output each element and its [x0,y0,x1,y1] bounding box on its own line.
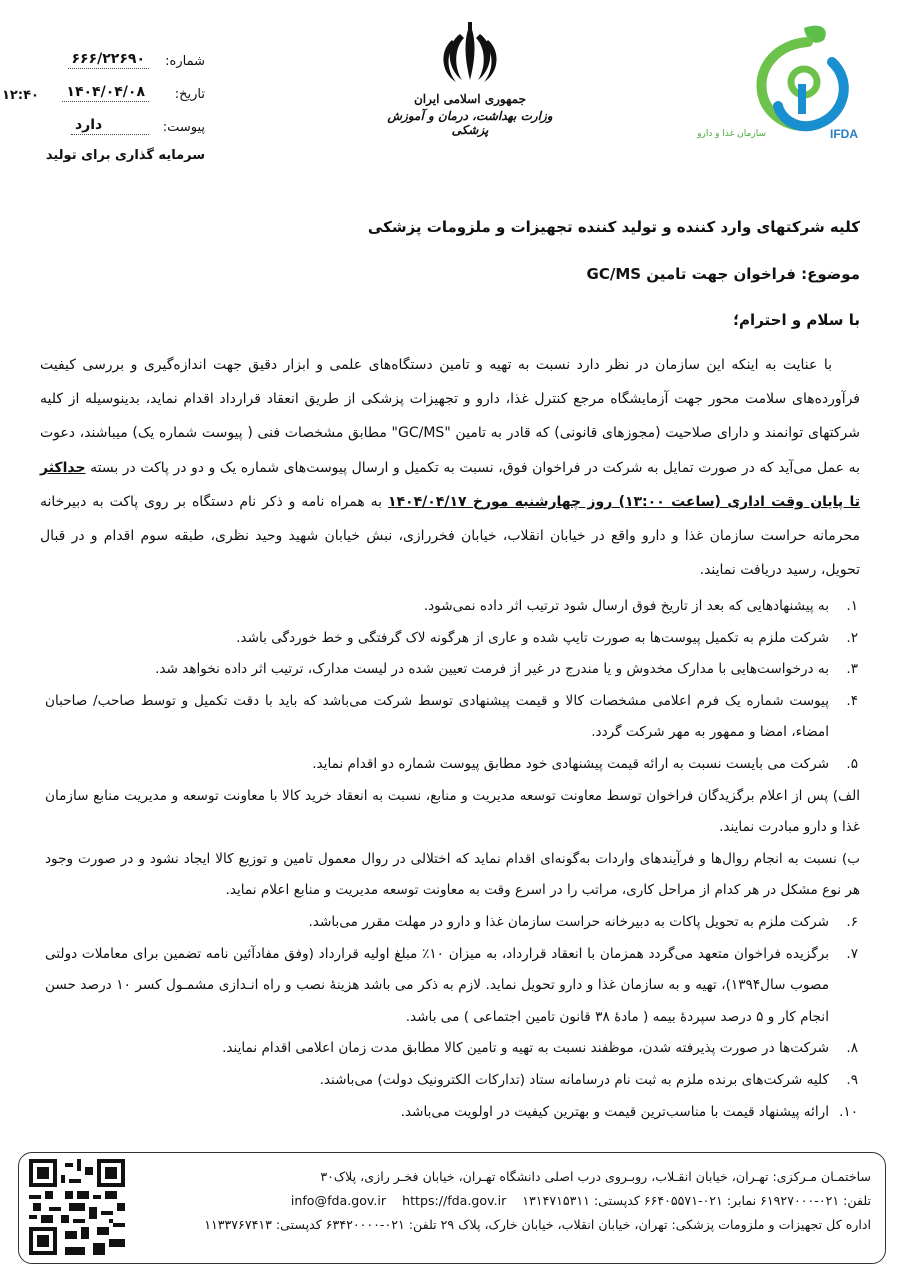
time-value: ۱۲:۴۰ [2,88,39,103]
list-item [45,907,860,939]
footer-address [131,1165,871,1237]
sub-item [45,781,860,844]
footer-phone: تلفن: ۰۲۱-۶۱۹۲۷۰۰۰ نمابر: ۰۲۱-۶۶۴۰۵۵۷۱ کدپستی: ۱۳۱۴۷۱۵۳۱۱ [522,1193,871,1208]
sub-item-text: ب) نسبت به انجام روال‌ها و فرآیندهای واردات به‌گونه‌ای اقدام نماید که اختلالی در روال معمول تامین و توزیع کالا ایجاد نشود و در صورت وجود هر نوع مشکل در هر کدام از مراحل کاری، مراتب را در اسرع وقت به معاونت توسعه مدیریت و منابع اعلام نماید. [45,850,860,899]
footer-line-1: ساختمـان مـرکزی: تهـران، خیابان انقـلاب، روبـروی درب اصلی دانشگاه تهـران، خیابان فخـر رازی، پلاک۳۰ [320,1169,871,1184]
intro-part2: به همراه نامه و ذکر نام دستگاه بر روی پاکت به دبیرخانه محرمانه حراست سازمان غذا و دارو واقع در خیابان انقلاب، خیابان فخررازی، نبش خیابان شهید وحید نظری، طبقه سوم اقدام و در قبال تحویل، رسید دریافت نمایند. [40,493,860,579]
item-number: ۹. [846,1071,858,1088]
attachment-value: دارد [71,117,149,135]
item-text: شرکت‌ها در صورت پذیرفته شدن، موظفند نسبت به تهیه و تامین کالا مطابق مدت زمان اعلامی اقدام نمایند. [222,1040,829,1057]
national-emblem [380,20,560,150]
footer-email[interactable]: info@fda.gov.ir [290,1193,387,1208]
date-value: ۱۴۰۴/۰۴/۰۸ [62,84,149,102]
list-item [45,654,860,686]
ifda-logo [697,22,862,147]
intro-part1: با عنایت به اینکه این سازمان در نظر دارد نسبت به تهیه و تامین دستگاه‌های علمی و ابزار دقیق جهت اندازه‌گیری و بررسی کیفیت فرآورده‌های سلامت محور جهت آزمایشگاه مرجع کنترل غذا، دارو و تجهیزات پزشکی از طریق انعقاد قرارداد اقدام نماید، بدینوسیله از کلیه شرکتهای توانمند و دارای صلاحیت (مجوزهای قانونی) که قادر به تامین "GC/MS" مطابق مشخصات فنی ( پیوست شماره یک) میباشند، دعوت به عمل می‌آید که در صورت تمایل به شرکت در فراخوان فوق، نسبت به تکمیل و ارسال پیوست‌های شماره یک و دو در پاکت در بسته [40,357,860,476]
list-item [45,1097,860,1129]
footer-line-3: اداره کل تجهیزات و ملزومات پزشکی: تهران، خیابان انقلاب، خیابان خارک، پلاک ۲۹ تلفن: ۰۲۱-۶۳۴۲۰۰۰۰ کدپستی: ۱۱۳۳۷۶۷۴۱۳ [204,1217,871,1232]
item-number: ۳. [846,661,858,678]
item-number: ۶. [846,913,858,930]
qr-code-icon[interactable] [29,1159,125,1255]
number-row [5,51,205,87]
list-item [45,939,860,1034]
list-item [45,591,860,623]
greeting: با سلام و احترام؛ [733,311,860,329]
list-item [45,623,860,655]
sub-item-text: الف) پس از اعلام برگزیدگان فراخوان توسط معاونت توسعه مدیریت و منابع، نسبت به انعقاد خرید کالا با معاونت توسعه و مدیریت منابع سازمان غذا و دارو مبادرت نمایند. [45,787,860,836]
subject: موضوع: فراخوان جهت تامین GC/MS [586,265,860,283]
footer-line-2 [131,1189,871,1213]
list-item [45,1065,860,1097]
ifda-name: سازمان غذا و دارو [697,129,766,139]
emblem-ministry: وزارت بهداشت، درمان و آموزش پزشکی [387,109,553,137]
footer-box [18,1152,886,1264]
item-text: ارائه پیشنهاد قیمت با مناسب‌ترین قیمت و بهترین کیفیت در اولویت می‌باشد. [400,1103,829,1120]
sub-item [45,844,860,907]
item-text: برگزیده فراخوان متعهد می‌گردد همزمان با انعقاد قرارداد، به میزان ۱۰٪ مبلغ اولیه قرارداد (وفق مفادآئین نامه تضمین برای معاملات دولتی مصوب سال۱۳۹۴)، تهیه و به سازمان غذا و دارو تحویل نماید. لازم به ذکر می باشد هزینهٔ نصب و راه انـدازی مشمـول کسر ۱۰ درصد حسن انجام کار و ۵ درصد سپردهٔ بیمه ( مادهٔ ۳۸ قانون تامین اجتماعی ) می باشد. [45,945,829,1025]
addressee: کلیه شرکتهای وارد کننده و تولید کننده تجهیزات و ملزومات پزشکی [367,218,860,236]
iran-emblem-icon [438,20,502,88]
list-item [45,749,860,781]
item-text: به درخواست‌هایی با مدارک مخدوش و یا مندرج در غیر از فرمت تعیین شده در لیست مدارک، ترتیب اثر داده نخواهد شد. [155,661,829,678]
header-note: سرمایه گذاری برای تولید [45,148,205,163]
item-number: ۵. [846,755,858,772]
item-number: ۱۰. [839,1103,858,1120]
item-number: ۸. [846,1040,858,1057]
date-label: تاریخ: [174,87,205,102]
item-number: ۴. [846,692,858,709]
footer-website[interactable]: https://fda.gov.ir [402,1193,507,1208]
conditions-list [45,591,860,1128]
item-number: ۷. [846,945,858,962]
list-item [45,1033,860,1065]
list-item [45,686,860,749]
item-text: پیوست شماره یک فرم اعلامی مشخصات کالا و قیمت پیشنهادی توسط شرکت می‌باشد که باید با دقت تکمیل و توسط صاحب/ صاحبان امضاء، امضا و ممهور به مهر شرکت گردد. [45,692,829,741]
item-number: ۲. [846,629,858,646]
emblem-country: جمهوری اسلامی ایران [413,92,527,106]
number-value: ۶۶۶/۲۲۶۹۰ [68,51,149,69]
ifda-abbr: IFDA [830,127,858,141]
deadline-emphasis: حداکثر تا پایان وقت اداری (ساعت ۱۳:۰۰) روز چهارشنبه مورخ ۱۴۰۴/۰۴/۱۷ [40,459,860,510]
intro-paragraph [40,348,860,587]
item-text: به پیشنهادهایی که بعد از تاریخ فوق ارسال شود ترتیب اثر داده نمی‌شود. [423,598,829,614]
item-text: شرکت ملزم به تکمیل پیوست‌ها به صورت تایپ شده و عاری از هرگونه لاک گرفتگی و خط خوردگی باشد. [236,629,829,646]
attachment-label: پیوست: [162,120,205,135]
letter-meta [5,51,205,153]
item-number: ۱. [846,598,858,614]
number-label: شماره: [165,54,205,69]
item-text: کلیه شرکت‌های برنده ملزم به ثبت نام درسامانه ستاد (تدارکات الکترونیک دولت) می‌باشند. [319,1071,829,1088]
item-text: شرکت ملزم به تحویل پاکات به دبیرخانه حراست سازمان غذا و دارو در مهلت مقرر می‌باشد. [308,913,829,930]
item-text: شرکت می بایست نسبت به ارائه قیمت پیشنهادی خود مطابق پیوست شماره دو اقدام نماید. [312,755,829,772]
